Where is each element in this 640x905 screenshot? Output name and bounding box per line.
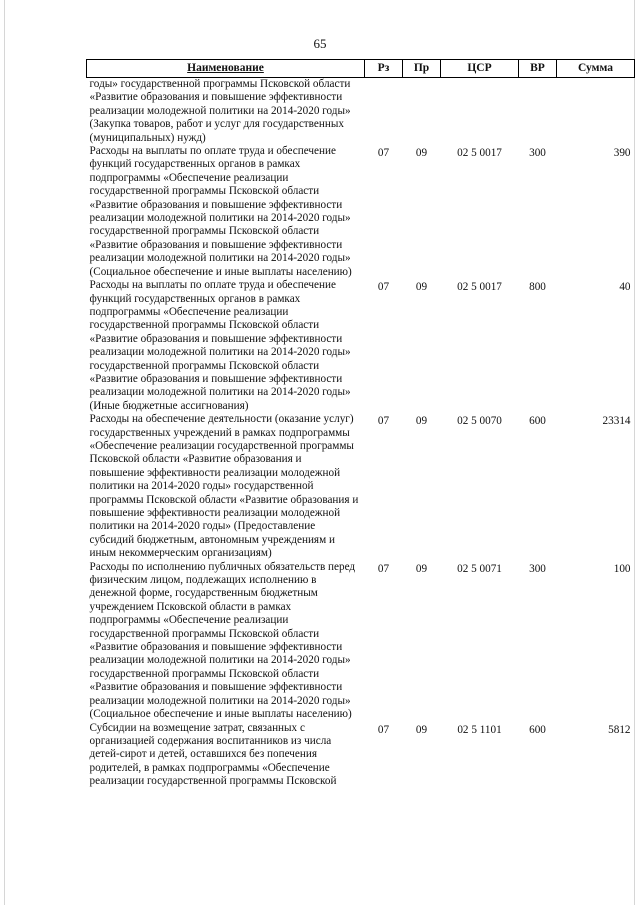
row-sum (557, 78, 635, 146)
row-vr: 300 (529, 147, 546, 160)
table-row (87, 145, 635, 279)
row-rz: 07 (377, 723, 390, 736)
row-csr: 02 5 0017 (457, 147, 502, 160)
row-rz: 07 (377, 415, 390, 428)
header-csr: ЦСР (441, 60, 519, 78)
row-pr: 09 (415, 723, 428, 736)
row-sum: 100 (613, 562, 631, 575)
row-pr: 09 (415, 415, 428, 428)
table-row (87, 561, 635, 722)
table-row (87, 279, 635, 413)
header-pr: Пр (403, 60, 441, 78)
row-rz: 07 (377, 147, 390, 160)
table-row (87, 413, 635, 560)
header-rz: Рз (365, 60, 403, 78)
row-sum: 40 (619, 281, 631, 294)
header-name: Наименование (87, 60, 365, 78)
header-vr: ВР (519, 60, 557, 78)
page-number: 65 (313, 36, 327, 51)
row-rz (365, 78, 403, 146)
row-pr: 09 (415, 147, 428, 160)
row-name: Субсидии на возмещение затрат, связанных с организацией содержания воспитанников из числа детей-сирот и детей, оставшихся без попечения родителей, в рамках подпрограммы «Обеспечение реализации государственной программы Псковской (89, 721, 337, 788)
row-rz: 07 (377, 562, 390, 575)
row-vr: 800 (529, 281, 546, 294)
row-csr: 02 5 0071 (457, 562, 502, 575)
row-pr: 09 (415, 562, 428, 575)
row-name: Расходы на выплаты по оплате труда и обеспечение функций государственных органов в рамках подпрограммы «Обеспечение реализации государственной программы Псковской области «Развитие образования и повышение эффективности реализации молодежной политики на 2014-2020 годы» государственной программы Псковской области «Развитие образования и повышение эффективности реализации молодежной политики на 2014-2020 годы» (Иные бюджетные ассигнования) (89, 279, 351, 412)
row-vr (519, 78, 557, 146)
row-vr: 600 (529, 415, 546, 428)
row-rz: 07 (377, 281, 390, 294)
table-row (87, 722, 635, 789)
row-name: Расходы по исполнению публичных обязательств перед физическим лицом, подлежащих исполнению в денежной форме, государственным бюджетным учреждением Псковской области в рамках подпрограммы «Обеспечение реализации государственной программы Псковской области «Развитие образования и повышение эффективности реализации молодежной политики на 2014-2020 годы» государственной программы Псковской области «Развитие образования и повышение эффективности реализации молодежной политики на 2014-2020 годы» (Социальное обеспечение и иные выплаты населению) (89, 560, 356, 721)
scan-edge-line-left (4, 0, 5, 905)
table-row (87, 78, 635, 146)
header-sum: Сумма (557, 60, 635, 78)
row-csr (441, 78, 519, 146)
table-header-row (87, 60, 635, 78)
row-sum: 23314 (602, 415, 631, 428)
row-name: годы» государственной программы Псковской области «Развитие образования и повышение эффективности реализации молодежной политики на 2014-2020 годы» (Закупка товаров, работ и услуг для государственных (муниципальных) нужд) (89, 78, 351, 144)
row-csr: 02 5 0017 (457, 281, 502, 294)
row-vr: 300 (529, 562, 546, 575)
row-pr: 09 (415, 281, 428, 294)
row-sum: 5812 (608, 723, 631, 736)
row-name: Расходы на обеспечение деятельности (оказание услуг) государственных учреждений в рамках подпрограммы «Обеспечение реализации государственной программы Псковской области «Развитие образования и повышение эффективности реализации молодежной политики на 2014-2020 годы» государственной программы Псковской области «Развитие образования и повышение эффективности реализации молодежной политики на 2014-2020 годы» (Предоставление субсидий бюджетным, автономным учреждениям и иным некоммерческим организациям) (89, 413, 359, 560)
budget-table (86, 59, 635, 789)
row-name: Расходы на выплаты по оплате труда и обеспечение функций государственных органов в рамках подпрограммы «Обеспечение реализации государственной программы Псковской области «Развитие образования и повышение эффективности реализации молодежной политики на 2014-2020 годы» государственной программы Псковской области «Развитие образования и повышение эффективности реализации молодежной политики на 2014-2020 годы» (Социальное обеспечение и иные выплаты населению) (89, 145, 352, 278)
row-csr: 02 5 0070 (457, 415, 502, 428)
row-pr (403, 78, 441, 146)
row-csr: 02 5 1101 (457, 723, 502, 736)
row-vr: 600 (529, 723, 546, 736)
row-sum: 390 (613, 147, 631, 160)
